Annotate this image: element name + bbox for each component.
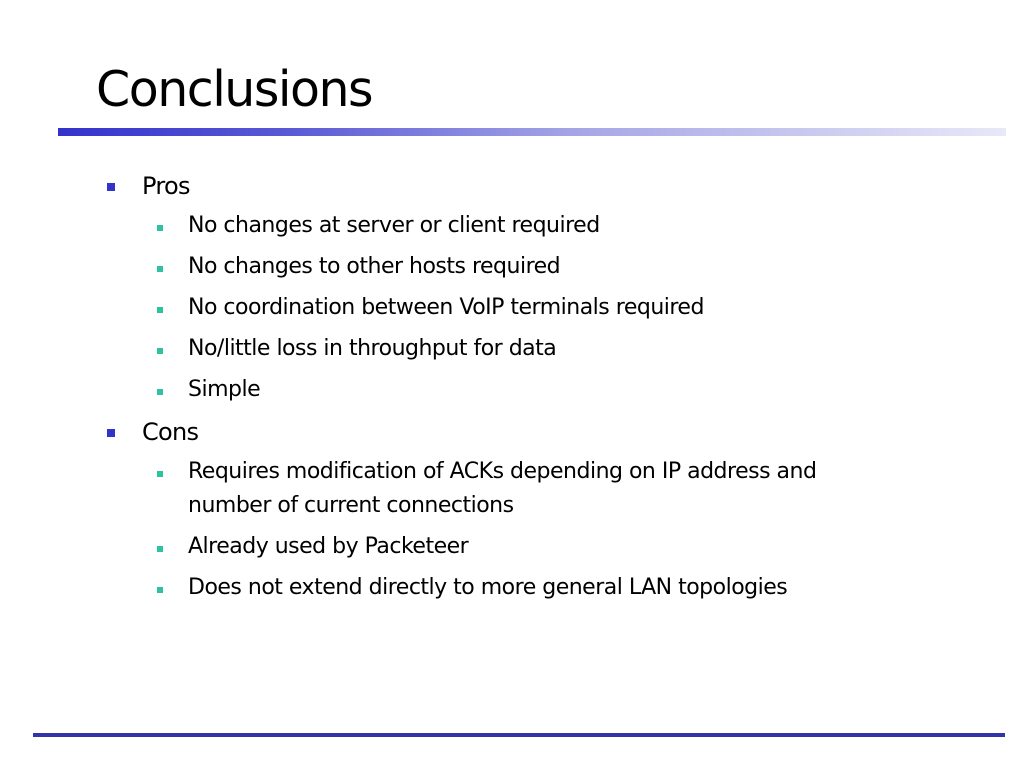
pros-item-2-bullet-icon (157, 266, 163, 272)
pros-item-3: No coordination between VoIP terminals required (188, 295, 704, 320)
cons-bullet-icon (107, 429, 115, 437)
cons-item-2-bullet-icon (157, 546, 163, 552)
cons-item-2: Already used by Packeteer (188, 534, 469, 559)
pros-item-1: No changes at server or client required (188, 213, 600, 238)
pros-item-4-bullet-icon (157, 348, 163, 354)
cons-item-3: Does not extend directly to more general LAN topologies (188, 575, 788, 600)
cons-item-1-line-2: number of current connections (188, 493, 514, 518)
pros-bullet-icon (107, 183, 115, 191)
pros-item-1-bullet-icon (157, 225, 163, 231)
cons-item-1-bullet-icon (157, 471, 163, 477)
cons-item-1-line-1: Requires modification of ACKs depending on IP address and (188, 459, 817, 484)
cons-heading: Cons (142, 418, 199, 446)
pros-item-4: No/little loss in throughput for data (188, 336, 557, 361)
pros-heading: Pros (142, 172, 190, 200)
pros-item-5: Simple (188, 377, 261, 402)
slide-title: Conclusions (96, 61, 373, 118)
pros-item-3-bullet-icon (157, 307, 163, 313)
footer-rule (33, 733, 1005, 737)
pros-item-2: No changes to other hosts required (188, 254, 561, 279)
pros-item-5-bullet-icon (157, 389, 163, 395)
cons-item-3-bullet-icon (157, 587, 163, 593)
